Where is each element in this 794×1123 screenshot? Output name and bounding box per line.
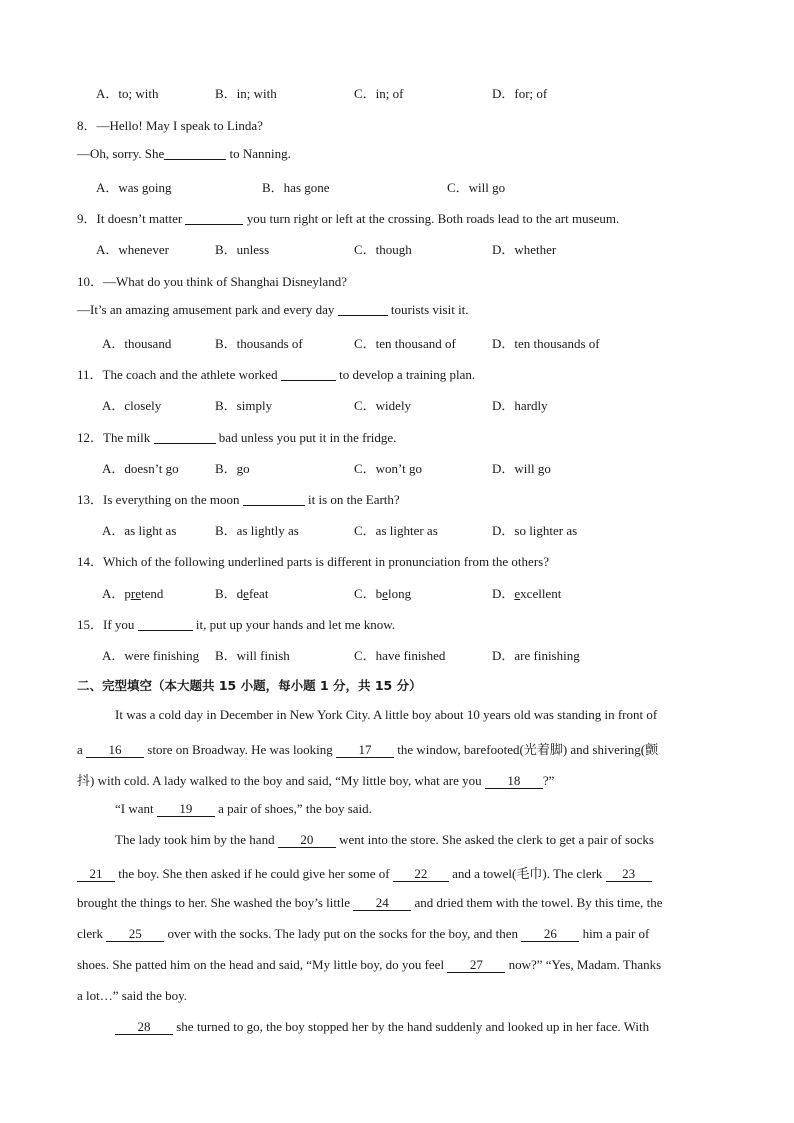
text: now?” “Yes, Madam. Thanks [505, 957, 662, 972]
q14-a-suffix: tend [141, 586, 164, 601]
q15-option-a[interactable]: A．were finishing [102, 648, 200, 663]
q7-option-c[interactable]: C．in; of [354, 86, 404, 101]
text: ?” [542, 773, 555, 788]
q11-text-b: to develop a training plan. [335, 367, 476, 382]
q12-options [0, 458, 794, 476]
text: clerk [77, 926, 107, 941]
text: a [77, 742, 87, 757]
q15-option-d[interactable]: D．are finishing [492, 648, 580, 663]
q10-options [0, 333, 794, 351]
text: shoes. She patted him on the head and said, “My little boy, do you feel [77, 957, 448, 972]
q14-options [0, 583, 794, 601]
passage-line-9 [77, 957, 661, 973]
text: she turned to go, the boy stopped her by the hand suddenly and looked up in her face. With [173, 1019, 650, 1034]
q9-option-d[interactable]: D．whether [492, 242, 557, 257]
q15-stem [77, 614, 395, 633]
q14-b-prefix: B．d [215, 586, 244, 601]
q14-d-suffix: xcellent [520, 586, 562, 601]
q13-option-d[interactable]: D．so lighter as [492, 523, 578, 538]
q9-text-a: 9．It doesn’t matter [77, 211, 186, 226]
q12-option-b[interactable]: B．go [215, 461, 250, 476]
text: went into the store. She asked the clerk to get a pair of socks [335, 832, 654, 847]
blank-17[interactable]: 17 [336, 743, 394, 758]
passage-line-6 [77, 863, 652, 882]
q15-option-b[interactable]: B．will finish [215, 648, 290, 663]
blank-22[interactable]: 22 [393, 867, 449, 882]
passage-line-1: It was a cold day in December in New York City. A little boy about 10 years old was standing in front of [115, 707, 658, 722]
blank-19[interactable]: 19 [157, 802, 215, 817]
blank-27[interactable]: 27 [447, 958, 505, 973]
q14-option-c[interactable] [354, 583, 411, 602]
text: over with the socks. The lady put on the socks for the boy, and then [164, 926, 522, 941]
q10-line2 [77, 302, 469, 318]
text: store on Broadway. He was looking [144, 742, 336, 757]
q13-text-a: 13．Is everything on the moon [77, 492, 243, 507]
q14-c-underlined: e [382, 586, 388, 601]
q11-text-a: 11．The coach and the athlete worked [77, 367, 281, 382]
q9-option-c[interactable]: C．though [354, 242, 412, 257]
q9-options [0, 239, 794, 257]
q14-d-prefix: D． [492, 586, 515, 601]
text: brought the things to her. She washed the boy’s little [77, 895, 354, 910]
q13-stem [77, 489, 400, 508]
q11-option-d[interactable]: D．hardly [492, 398, 548, 413]
q7-option-d[interactable]: D．for; of [492, 86, 548, 101]
passage-line-3 [77, 770, 554, 789]
q13-options [0, 520, 794, 538]
q7-option-a[interactable]: A．to; with [96, 86, 159, 101]
q12-text-a: 12．The milk [77, 430, 154, 445]
q12-blank [154, 430, 216, 444]
blank-28[interactable]: 28 [115, 1020, 173, 1035]
q15-options [0, 645, 794, 663]
blank-26[interactable]: 26 [521, 927, 579, 942]
q12-option-d[interactable]: D．will go [492, 461, 551, 476]
blank-16[interactable]: 16 [86, 743, 144, 758]
q8-option-a[interactable]: A．was going [96, 180, 172, 195]
text: The lady took him by the hand [115, 832, 278, 847]
q9-text-b: you turn right or left at the crossing. Both roads lead to the art museum. [243, 211, 620, 226]
q10-option-c[interactable]: C．ten thousand of [354, 336, 456, 351]
q15-text-b: it, put up your hands and let me know. [192, 617, 396, 632]
q8-options [0, 177, 794, 195]
q10-stem: 10．—What do you think of Shanghai Disneyland? [77, 274, 348, 289]
q13-text-b: it is on the Earth? [304, 492, 400, 507]
q11-blank [281, 367, 336, 381]
blank-20[interactable]: 20 [278, 833, 336, 848]
q11-option-c[interactable]: C．widely [354, 398, 412, 413]
q8-line2 [77, 146, 291, 162]
q13-option-b[interactable]: B．as lightly as [215, 523, 299, 538]
q13-blank [243, 492, 305, 506]
q9-option-a[interactable]: A．whenever [96, 242, 169, 257]
text: 抖) with cold. A lady walked to the boy and said, “My little boy, what are you [77, 773, 485, 788]
q12-option-a[interactable]: A．doesn’t go [102, 461, 179, 476]
q14-c-prefix: C．b [354, 586, 383, 601]
q11-option-b[interactable]: B．simply [215, 398, 273, 413]
q8-option-c[interactable]: C．will go [447, 180, 506, 195]
blank-25[interactable]: 25 [106, 927, 164, 942]
q12-stem [77, 427, 396, 446]
section-heading: 二、完型填空（本大题共 15 小题，每小题 1 分，共 15 分） [77, 678, 422, 693]
q8-blank [164, 146, 226, 160]
q10-option-a[interactable]: A．thousand [102, 336, 172, 351]
blank-23[interactable]: 23 [606, 867, 652, 882]
q14-b-suffix: feat [248, 586, 269, 601]
q14-option-d[interactable] [492, 583, 561, 602]
text: and a towel(毛巾). The clerk [448, 866, 606, 881]
text: the boy. She then asked if he could give her some of [115, 866, 393, 881]
q14-option-b[interactable] [215, 583, 268, 602]
q15-blank [138, 617, 193, 631]
passage-line-11 [115, 1019, 649, 1035]
q8-text-a: —Oh, sorry. She [77, 146, 165, 161]
q14-b-underlined: e [243, 586, 249, 601]
q14-a-underlined: re [130, 586, 141, 601]
q12-text-b: bad unless you put it in the fridge. [215, 430, 397, 445]
passage-line-8 [77, 926, 649, 942]
q11-stem [77, 364, 475, 383]
q15-text-a: 15．If you [77, 617, 138, 632]
q9-blank [185, 211, 243, 225]
q10-text-a: —It’s an amazing amusement park and every day [77, 302, 338, 317]
q9-option-b[interactable]: B．unless [215, 242, 270, 257]
q14-stem: 14．Which of the following underlined parts is different in pronunciation from the others? [77, 554, 549, 569]
passage-line-2 [77, 739, 658, 758]
q14-a-prefix: A．p [102, 586, 131, 601]
q8-text-b: to Nanning. [226, 146, 291, 161]
text: him a pair of [579, 926, 650, 941]
q10-option-b[interactable]: B．thousands of [215, 336, 303, 351]
q13-option-a[interactable]: A．as light as [102, 523, 177, 538]
blank-24[interactable]: 24 [353, 896, 411, 911]
q11-options [0, 395, 794, 413]
q14-option-a[interactable] [102, 583, 163, 602]
q14-d-underlined: e [514, 586, 521, 601]
text: the window, barefooted(光着脚) and shivering(颤 [393, 742, 659, 757]
q10-option-d[interactable]: D．ten thousands of [492, 336, 600, 351]
q8-stem: 8．—Hello! May I speak to Linda? [77, 118, 263, 133]
passage-line-7 [77, 895, 663, 911]
q10-blank [338, 302, 388, 316]
text: a pair of shoes,” the boy said. [214, 801, 372, 816]
blank-18[interactable]: 18 [485, 774, 543, 789]
q7-option-b[interactable]: B．in; with [215, 86, 277, 101]
q10-text-b: tourists visit it. [387, 302, 469, 317]
q11-option-a[interactable]: A．closely [102, 398, 162, 413]
passage-line-5 [115, 832, 654, 848]
q9-stem [77, 208, 619, 227]
q14-c-suffix: long [387, 586, 412, 601]
q7-options [0, 83, 794, 101]
q13-option-c[interactable]: C．as lighter as [354, 523, 438, 538]
text: and dried them with the towel. By this time, the [411, 895, 663, 910]
passage-line-4 [115, 801, 372, 817]
q15-option-c[interactable]: C．have finished [354, 648, 446, 663]
q8-option-b[interactable]: B．has gone [262, 180, 330, 195]
blank-21[interactable]: 21 [77, 867, 115, 882]
passage-line-10: a lot…” said the boy. [77, 988, 187, 1003]
q12-option-c[interactable]: C．won’t go [354, 461, 423, 476]
text: “I want [115, 801, 157, 816]
